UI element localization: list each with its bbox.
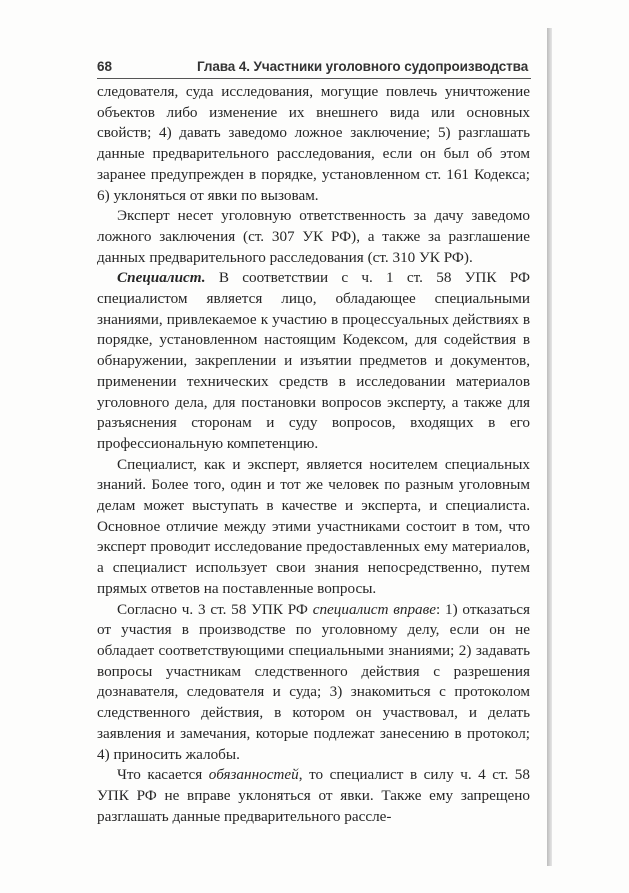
paragraph-6-start: Что касается — [117, 766, 209, 784]
body-text — [97, 82, 530, 827]
paragraph-2: Эксперт несет уголовную ответственность за дачу заведомо ложного заключения (ст. 307 УК РФ), а также за разглашение данных предварительного расследования (ст. 310 УК РФ). — [97, 207, 530, 266]
chapter-title: Глава 4. Участники уголовного судопроизводства — [197, 59, 529, 74]
paragraph-6 — [97, 765, 530, 827]
page-spine-shadow — [547, 28, 552, 866]
running-header — [97, 56, 531, 79]
paragraph-4: Специалист, как и эксперт, является носителем специальных знаний. Более того, один и тот же человек по разным уголовным делам может выступать в качестве и эксперта, и специалиста. Основное отличие между этими участниками состоит в том, что эксперт проводит исследование предоставленных ему материалов, а специалист использует свои знания непосредственно, путем прямых ответов на поставленные вопросы. — [97, 455, 530, 597]
term-specialist: Специалист. — [117, 269, 206, 287]
paragraph-5-text: : 1) отказаться от участия в производстве по уголовному делу, если он не обладает соответствующими специальными знаниями; 2) задавать вопросы участникам следственного действия с разрешения дознавателя, следователя и суда; 3) знакомиться с протоколом следственного действия, в котором он участвовал, и делать заявления и замечания, которые подлежат занесению в протокол; 4) приносить жалобы. — [97, 600, 530, 763]
paragraph-6-text: , то специалист в силу ч. 4 ст. 58 УПК РФ не вправе уклоняться от явки. Также ему запрещено разглашать данные предварительного рассле- — [97, 766, 530, 825]
page-number: 68 — [97, 59, 113, 74]
paragraph-5 — [97, 600, 530, 766]
paragraph-5-start: Согласно ч. 3 ст. 58 УПК РФ — [117, 600, 313, 618]
paragraph-3 — [97, 268, 530, 454]
emphasis-specialist-rights: специалист вправе — [312, 600, 436, 618]
paragraph-3-text: В соответствии с ч. 1 ст. 58 УПК РФ специалистом является лицо, обладающее специальными знаниями, привлекаемое к участию в процессуальных действиях в порядке, установленном настоящим Кодексом, для содействия в обнаружении, закреплении и изъятии предметов и документов, применении технических средств в исследовании материалов уголовного дела, для постановки вопросов эксперту, а также для разъяснения сторонам и суду вопросов, входящих в его профессиональную компетенцию. — [97, 269, 530, 452]
paragraph-1: следователя, суда исследования, могущие повлечь уничтожение объектов либо изменение их внешнего вида или основных свойств; 4) давать заведомо ложное заключение; 5) разглашать данные предварительного расследования, если он был об этом заранее предупрежден в порядке, установленном ст. 161 Кодекса; 6) уклоняться от явки по вызовам. — [97, 83, 530, 204]
emphasis-duties: обязанностей — [208, 766, 299, 784]
